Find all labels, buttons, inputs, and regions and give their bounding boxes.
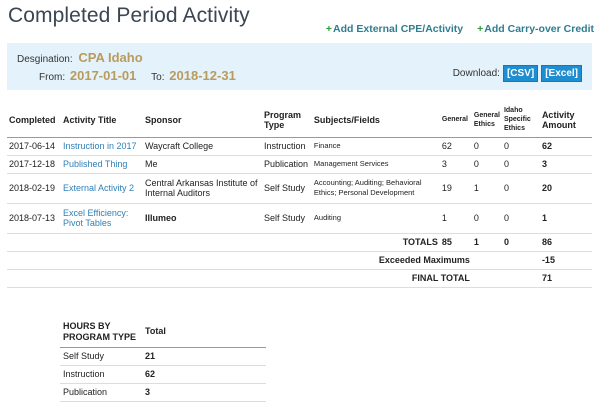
general-ethics-value: 0 bbox=[472, 203, 502, 233]
exceeded-maximums-amount: -15 bbox=[540, 251, 592, 269]
table-row bbox=[7, 155, 592, 173]
col-sponsor[interactable]: Sponsor bbox=[143, 103, 262, 137]
hours-total: 62 bbox=[142, 365, 266, 383]
subjects: Finance bbox=[312, 137, 440, 155]
general-ethics-value: 0 bbox=[472, 137, 502, 155]
col-hours-program-type: HOURS BY PROGRAM TYPE bbox=[60, 317, 142, 347]
activity-table bbox=[7, 103, 592, 288]
download-label: Download: bbox=[452, 68, 500, 79]
col-activity-title[interactable]: Activity Title bbox=[61, 103, 143, 137]
completed-date: 2018-07-13 bbox=[7, 203, 61, 233]
subjects: Auditing bbox=[312, 203, 440, 233]
sponsor: Me bbox=[143, 155, 262, 173]
general-value: 3 bbox=[440, 155, 472, 173]
col-idaho-ethics[interactable]: Idaho Specific Ethics bbox=[502, 103, 540, 137]
idaho-ethics-value: 0 bbox=[502, 155, 540, 173]
sponsor: Central Arkansas Institute of Internal Auditors bbox=[143, 173, 262, 203]
program-type: Instruction bbox=[262, 137, 312, 155]
plus-icon: + bbox=[477, 23, 484, 35]
subjects: Accounting; Auditing; Behavioral Ethics; Personal Development bbox=[312, 173, 440, 203]
completed-date: 2017-12-18 bbox=[7, 155, 61, 173]
sponsor: Waycraft College bbox=[143, 137, 262, 155]
col-activity-amount[interactable]: Activity Amount bbox=[540, 103, 592, 137]
period-info-panel bbox=[7, 43, 592, 90]
general-value: 62 bbox=[440, 137, 472, 155]
col-hours-total: Total bbox=[142, 317, 266, 347]
designation-value: CPA Idaho bbox=[78, 50, 143, 65]
col-program-type[interactable]: Program Type bbox=[262, 103, 312, 137]
totals-row bbox=[7, 233, 592, 251]
final-total-row bbox=[7, 269, 592, 287]
hours-program-type: Instruction bbox=[60, 365, 142, 383]
subjects: Management Services bbox=[312, 155, 440, 173]
add-external-activity-link[interactable] bbox=[326, 23, 463, 35]
program-type: Self Study bbox=[262, 173, 312, 203]
from-date: 2017-01-01 bbox=[69, 68, 137, 83]
download-row bbox=[453, 65, 582, 82]
general-value: 19 bbox=[440, 173, 472, 203]
activity-amount: 3 bbox=[540, 155, 592, 173]
table-row bbox=[60, 365, 266, 383]
download-csv-button[interactable]: [CSV] bbox=[503, 65, 538, 82]
program-type: Self Study bbox=[262, 203, 312, 233]
hours-by-program-type-table bbox=[60, 317, 266, 402]
col-general[interactable]: General bbox=[440, 103, 472, 137]
idaho-ethics-value: 0 bbox=[502, 137, 540, 155]
from-label: From: bbox=[39, 72, 66, 83]
download-excel-button[interactable]: [Excel] bbox=[541, 65, 582, 82]
exceeded-maximums-row bbox=[7, 251, 592, 269]
totals-amount: 86 bbox=[540, 233, 592, 251]
hours-program-type: Self Study bbox=[60, 347, 142, 365]
activity-amount: 20 bbox=[540, 173, 592, 203]
completed-date: 2018-02-19 bbox=[7, 173, 61, 203]
sponsor: Illumeo bbox=[143, 203, 262, 233]
hours-total: 3 bbox=[142, 383, 266, 401]
general-ethics-value: 1 bbox=[472, 173, 502, 203]
col-general-ethics[interactable]: General Ethics bbox=[472, 103, 502, 137]
table-row bbox=[60, 347, 266, 365]
hours-program-type: Publication bbox=[60, 383, 142, 401]
designation-row bbox=[17, 50, 143, 65]
general-ethics-value: 0 bbox=[472, 155, 502, 173]
idaho-ethics-value: 0 bbox=[502, 203, 540, 233]
top-links bbox=[326, 23, 594, 35]
completed-date: 2017-06-14 bbox=[7, 137, 61, 155]
col-completed[interactable]: Completed bbox=[7, 103, 61, 137]
hours-total: 21 bbox=[142, 347, 266, 365]
to-date: 2018-12-31 bbox=[169, 68, 236, 83]
table-row bbox=[7, 173, 592, 203]
totals-label: TOTALS bbox=[7, 233, 440, 251]
activity-title-link[interactable]: Instruction in 2017 bbox=[62, 141, 137, 151]
program-type: Publication bbox=[262, 155, 312, 173]
idaho-ethics-value: 0 bbox=[502, 173, 540, 203]
col-subjects[interactable]: Subjects/Fields bbox=[312, 103, 440, 137]
add-carryover-credit-link[interactable] bbox=[477, 23, 594, 35]
period-row bbox=[39, 68, 236, 83]
plus-icon: + bbox=[325, 23, 333, 35]
totals-idaho-ethics: 0 bbox=[502, 233, 540, 251]
final-total-amount: 71 bbox=[540, 269, 592, 287]
page-title: Completed Period Activity bbox=[8, 4, 250, 27]
add-external-activity-label: Add External CPE/Activity bbox=[333, 23, 464, 35]
totals-general-ethics: 1 bbox=[472, 233, 502, 251]
activity-amount: 62 bbox=[540, 137, 592, 155]
activity-title-link[interactable]: External Activity 2 bbox=[62, 183, 135, 193]
totals-general: 85 bbox=[440, 233, 472, 251]
general-value: 1 bbox=[440, 203, 472, 233]
designation-label: Desgination: bbox=[17, 54, 73, 65]
hours-header-row bbox=[60, 317, 266, 347]
activity-amount: 1 bbox=[540, 203, 592, 233]
activity-title-link[interactable]: Published Thing bbox=[62, 159, 128, 169]
add-carryover-credit-label: Add Carry-over Credit bbox=[484, 23, 594, 35]
table-row bbox=[60, 383, 266, 401]
activity-title-link[interactable]: Excel Efficiency: Pivot Tables bbox=[62, 208, 129, 228]
activity-header-row bbox=[7, 103, 592, 137]
table-row bbox=[7, 203, 592, 233]
table-row bbox=[7, 137, 592, 155]
final-total-label: FINAL TOTAL bbox=[7, 269, 472, 287]
exceeded-maximums-label: Exceeded Maximums bbox=[7, 251, 472, 269]
to-label: To: bbox=[151, 72, 165, 83]
